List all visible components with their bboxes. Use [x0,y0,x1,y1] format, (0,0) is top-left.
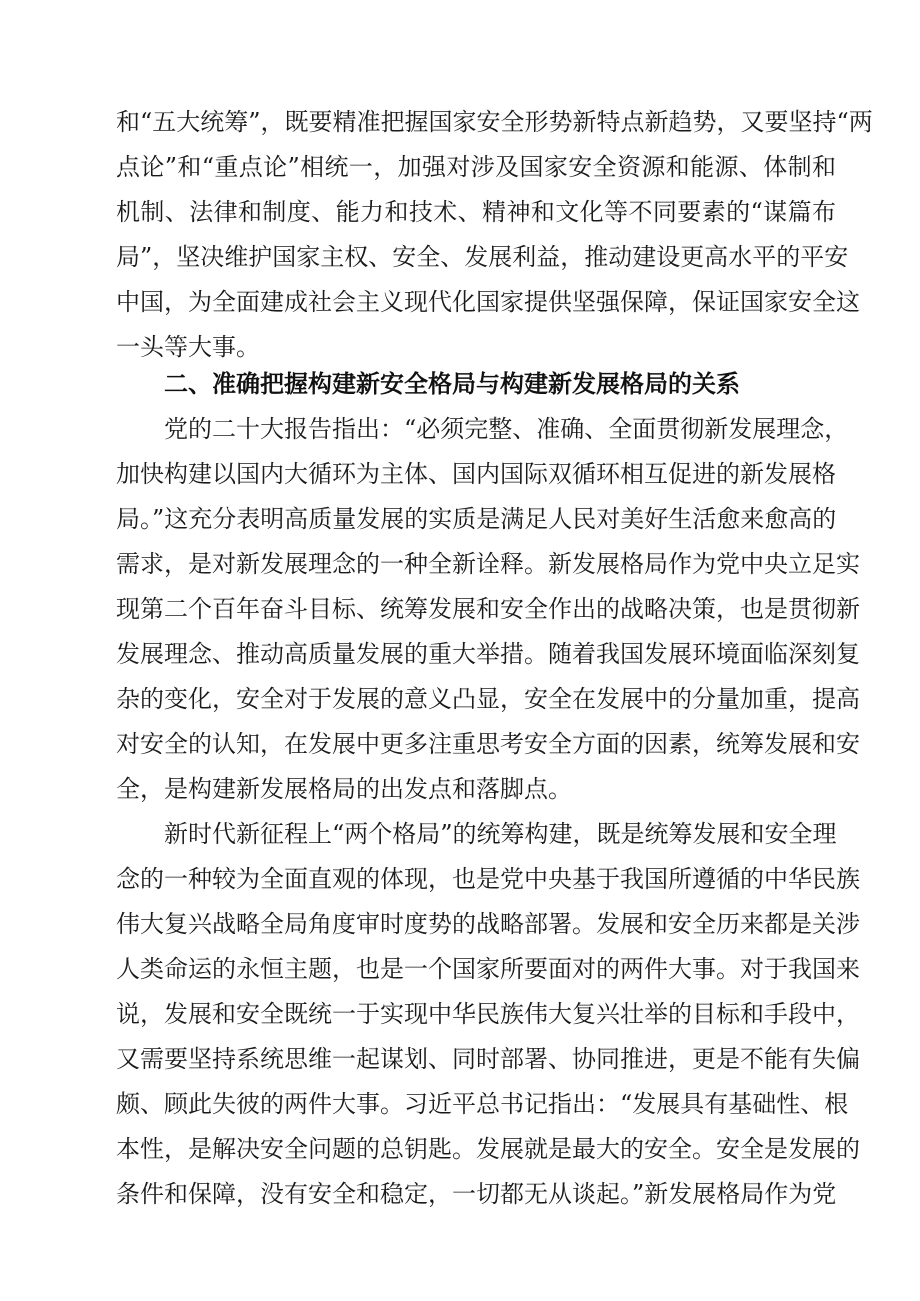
paragraph-line: 点论”和“重点论”相统一，加强对涉及国家安全资源和能源、体制和 [116,153,836,181]
paragraph-line: 本性，是解决安全问题的总钥匙。发展就是最大的安全。安全是发展的 [116,1135,860,1163]
paragraph-line: 颇、顾此失彼的两件大事。习近平总书记指出：“发展具有基础性、根 [116,1090,849,1118]
paragraph-line: 需求，是对新发展理念的一种全新诠释。新发展格局作为党中央立足实 [116,550,860,578]
paragraph-line: 中国，为全面建成社会主义现代化国家提供坚强保障，保证国家安全这 [116,288,860,316]
paragraph-line: 又需要坚持系统思维一起谋划、同时部署、协同推进，更是不能有失偏 [116,1045,860,1073]
paragraph-line: 对安全的认知，在发展中更多注重思考安全方面的因素，统筹发展和安 [116,730,860,758]
paragraph-line: 条件和保障，没有安全和稳定，一切都无从谈起。”新发展格局作为党 [116,1180,837,1208]
paragraph-line: 新时代新征程上“两个格局”的统筹构建，既是统筹发展和安全理 [164,820,837,848]
paragraph-line: 杂的变化，安全对于发展的意义凸显，安全在发展中的分量加重，提高 [116,685,860,713]
paragraph-line: 全，是构建新发展格局的出发点和落脚点。 [116,775,572,803]
paragraph-line: 局”，坚决维护国家主权、安全、发展利益，推动建设更高水平的平安 [116,243,849,271]
paragraph-line: 念的一种较为全面直观的体现，也是党中央基于我国所遵循的中华民族 [116,865,860,893]
paragraph-line: 局。”这充分表明高质量发展的实质是满足人民对美好生活愈来愈高的 [116,505,837,533]
paragraph-line: 一头等大事。 [116,333,260,361]
section-heading: 二、准确把握构建新安全格局与构建新发展格局的关系 [164,370,740,398]
paragraph-line: 加快构建以国内大循环为主体、国内国际双循环相互促进的新发展格 [116,460,836,488]
paragraph-line: 人类命运的永恒主题，也是一个国家所要面对的两件大事。对于我国来 [116,955,860,983]
paragraph-line: 和“五大统筹”，既要精准把握国家安全形势新特点新趋势，又要坚持“两 [116,108,873,136]
paragraph-line: 机制、法律和制度、能力和技术、精神和文化等不同要素的“谋篇布 [116,198,836,226]
paragraph-line: 现第二个百年奋斗目标、统筹发展和安全作出的战略决策，也是贯彻新 [116,595,860,623]
paragraph-line: 党的二十大报告指出：“必须完整、准确、全面贯彻新发展理念， [164,415,849,443]
paragraph-line: 发展理念、推动高质量发展的重大举措。随着我国发展环境面临深刻复 [116,640,860,668]
paragraph-line: 说，发展和安全既统一于实现中华民族伟大复兴壮举的目标和手段中， [116,1000,860,1028]
paragraph-line: 伟大复兴战略全局角度审时度势的战略部署。发展和安全历来都是关涉 [116,910,860,938]
